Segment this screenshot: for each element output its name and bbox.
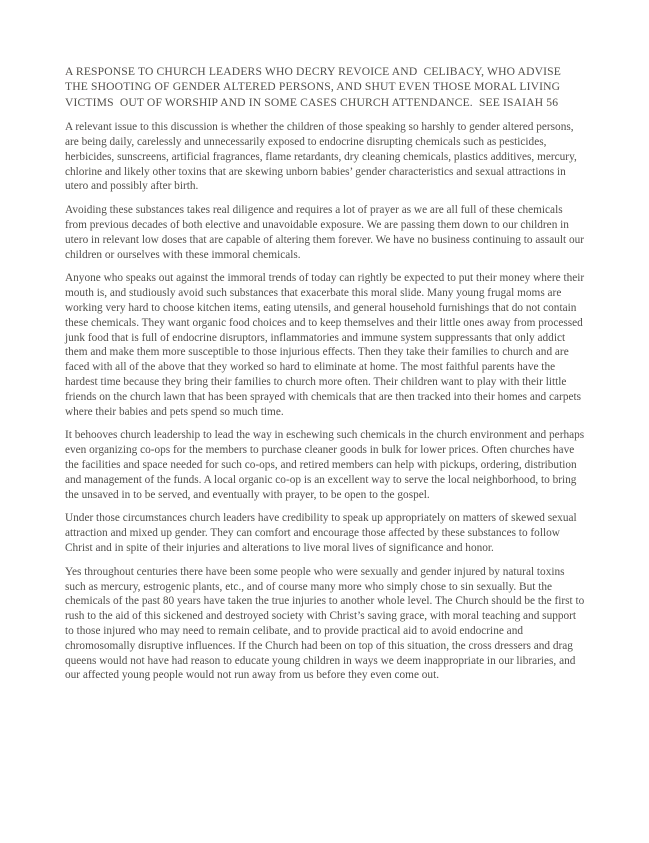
paragraph-5: Under those circumstances church leaders have credibility to speak up appropriately on matters of skewed sexual attraction and mixed up gender. They can comfort and encourage those affected by these substances to follow Christ and in spite of their injuries and alterations to live moral lives of significance and honor. [65, 512, 580, 554]
paragraph-1: A relevant issue to this discussion is whether the children of those speaking so harshly to gender altered persons, are being daily, carelessly and unnecessarily exposed to endocrine disrupting chemicals such as pesticides, herbicides, sunscreens, artificial fragrances, flame retardants, dry cleaning chemicals, plastics additives, mercury, chlorine and likely other toxins that are skewing unborn babies’ gender characteristics and sexual attractions in utero and possibly after birth. [65, 121, 580, 193]
document-title: A RESPONSE TO CHURCH LEADERS WHO DECRY REVOICE AND CELIBACY, WHO ADVISE THE SHOOTING OF GENDER ALTERED PERSONS, AND SHUT EVEN THOSE MORAL LIVING VICTIMS OUT OF WORSHIP AND IN SOME CASES CHURCH ATTENDANCE. SEE ISAIAH 56 [65, 65, 564, 109]
paragraph-4: It behooves church leadership to lead the way in eschewing such chemicals in the church environment and perhaps even organizing co-ops for the members to purchase cleaner goods in bulk for lower prices. Often churches have the facilities and space needed for such co-ops, and retired members can help with pickups, ordering, distribution and management of the funds. A local organic co-op is an excellent way to serve the local neighborhood, to bring the unsaved in to be served, and eventually with prayer, to be open to the gospel. [65, 429, 587, 501]
paragraph-6: Yes throughout centuries there have been some people who were sexually and gender injured by natural toxins such as mercury, estrogenic plants, etc., and of course many more who simply chose to sin sexually. But the chemicals of the past 80 years have taken the true injuries to another whole level. The Church should be the first to rush to the aid of this sickened and destroyed society with Christ’s saving grace, with moral teaching and support to those injured who may need to remain celibate, and to provide practical aid to avoid endocrine and chromosomally disruptive influences. If the Church had been on top of this situation, the cross dressers and drag queens would not have had reason to educate young children in ways we deem inappropriate in our libraries, and our affected young people would not run away from us before they even come out. [65, 565, 588, 682]
paragraph-3: Anyone who speaks out against the immoral trends of today can rightly be expected to put their money where their mouth is, and studiously avoid such substances that exacerbate this moral slide. Many young frugal moms are working very hard to choose kitchen items, eating utensils, and general household furnishings that do not contain these chemicals. They want organic food choices and to keep themselves and their little ones away from processed junk food that is full of endocrine disruptors, inflammatories and immune system suppressants that only addict them and make them more susceptible to those injurious effects. Then they take their families to church and are faced with all of the above that they worked so hard to eliminate at home. The most faithful parents have the hardest time because they bring their families to church more often. Their children want to play with their little friends on the church lawn that has been sprayed with chemicals that are then tracked into their homes and carpets where their babies and pets spend so much time. [65, 272, 588, 418]
paragraph-2: Avoiding these substances takes real diligence and requires a lot of prayer as we are all full of these chemicals from previous decades of both elective and unavoidable exposure. We are passing them down to our children in utero in relevant low doses that are capable of altering them forever. We have no business continuing to assault our children or ourselves with these immoral chemicals. [65, 204, 587, 261]
